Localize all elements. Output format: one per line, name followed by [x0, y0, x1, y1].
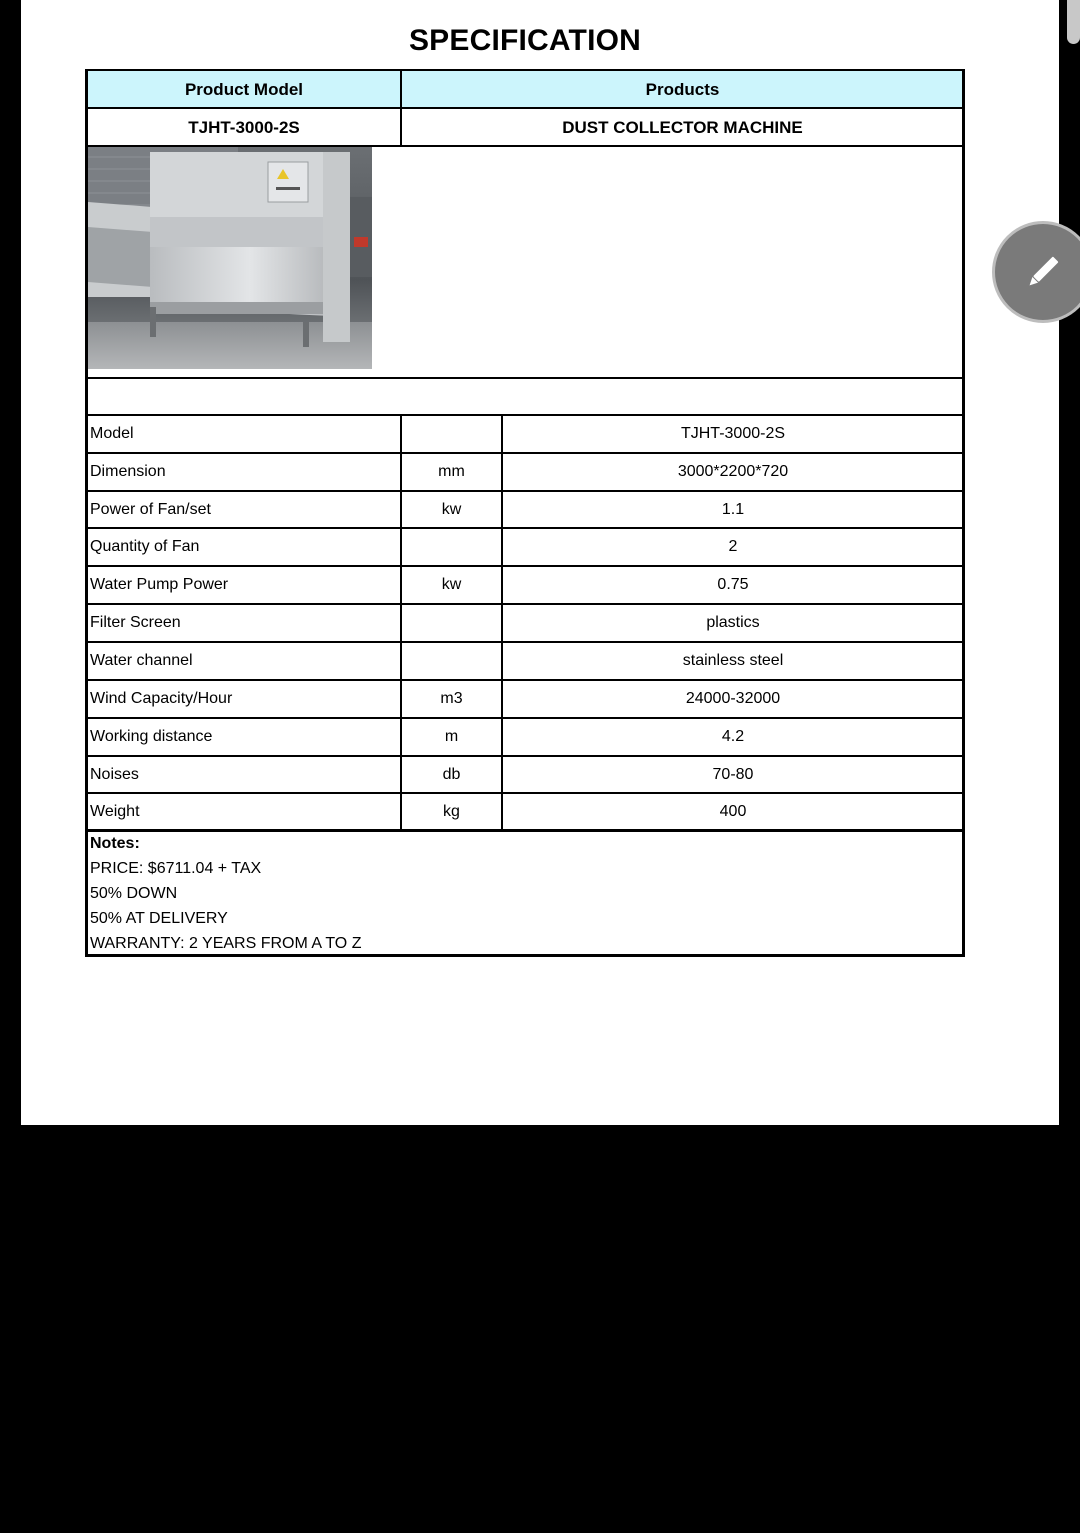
spec-name: Quantity of Fan: [90, 538, 200, 555]
scrollbar-thumb[interactable]: [1067, 0, 1080, 44]
spec-sheet: [85, 69, 965, 957]
spec-unit: m3: [440, 690, 463, 707]
notes-section: [90, 831, 361, 956]
spec-unit: [402, 529, 501, 565]
notes-line-delivery-payment: 50% AT DELIVERY: [90, 910, 228, 927]
pencil-icon: [1021, 250, 1065, 294]
spec-name: Model: [90, 425, 134, 442]
spec-value: 0.75: [717, 576, 749, 593]
notes-line-price: PRICE: $6711.04 + TAX: [90, 860, 262, 877]
spec-value: 24000-32000: [685, 690, 781, 707]
spec-name: Noises: [90, 765, 139, 783]
header-model-value: TJHT-3000-2S: [188, 118, 300, 137]
spec-name: Weight: [90, 802, 140, 820]
spec-value: 3000*2200*720: [677, 463, 789, 480]
header-products-label: Products: [645, 80, 720, 99]
page-title: SPECIFICATION: [408, 24, 642, 57]
spec-unit: [402, 643, 501, 679]
spec-unit: kw: [441, 576, 462, 593]
spec-name: Water channel: [90, 652, 193, 669]
spec-unit: mm: [438, 463, 465, 480]
spec-name: Filter Screen: [90, 614, 181, 631]
spec-unit: [402, 416, 501, 452]
notes-line-down-payment: 50% DOWN: [90, 885, 178, 902]
header-product-value: DUST COLLECTOR MACHINE: [562, 118, 803, 137]
spec-name: Water Pump Power: [90, 576, 229, 593]
spec-value: 400: [719, 802, 747, 820]
spec-unit: kw: [441, 500, 462, 518]
document-page: [21, 0, 1059, 1125]
spec-name: Dimension: [90, 463, 166, 480]
header-product-model-label: Product Model: [184, 80, 304, 99]
spec-value: 1.1: [721, 500, 745, 518]
dust-collector-image: [88, 147, 372, 369]
spec-value: 2: [728, 538, 738, 555]
spec-unit: db: [442, 765, 461, 783]
spec-unit: m: [444, 728, 459, 745]
notes-line-warranty: WARRANTY: 2 YEARS FROM A TO Z: [90, 935, 362, 952]
spec-value: 4.2: [721, 728, 745, 745]
spec-value: plastics: [706, 614, 760, 631]
product-photo: [88, 147, 372, 369]
spec-value: stainless steel: [682, 652, 784, 669]
spec-unit: kg: [443, 802, 460, 820]
spec-value: 70-80: [712, 765, 754, 783]
spec-value: TJHT-3000-2S: [680, 425, 786, 442]
spec-name: Wind Capacity/Hour: [90, 690, 233, 707]
notes-title: Notes:: [90, 835, 140, 852]
spec-unit: [402, 605, 501, 641]
spec-name: Power of Fan/set: [90, 500, 211, 518]
spec-name: Working distance: [90, 728, 213, 745]
